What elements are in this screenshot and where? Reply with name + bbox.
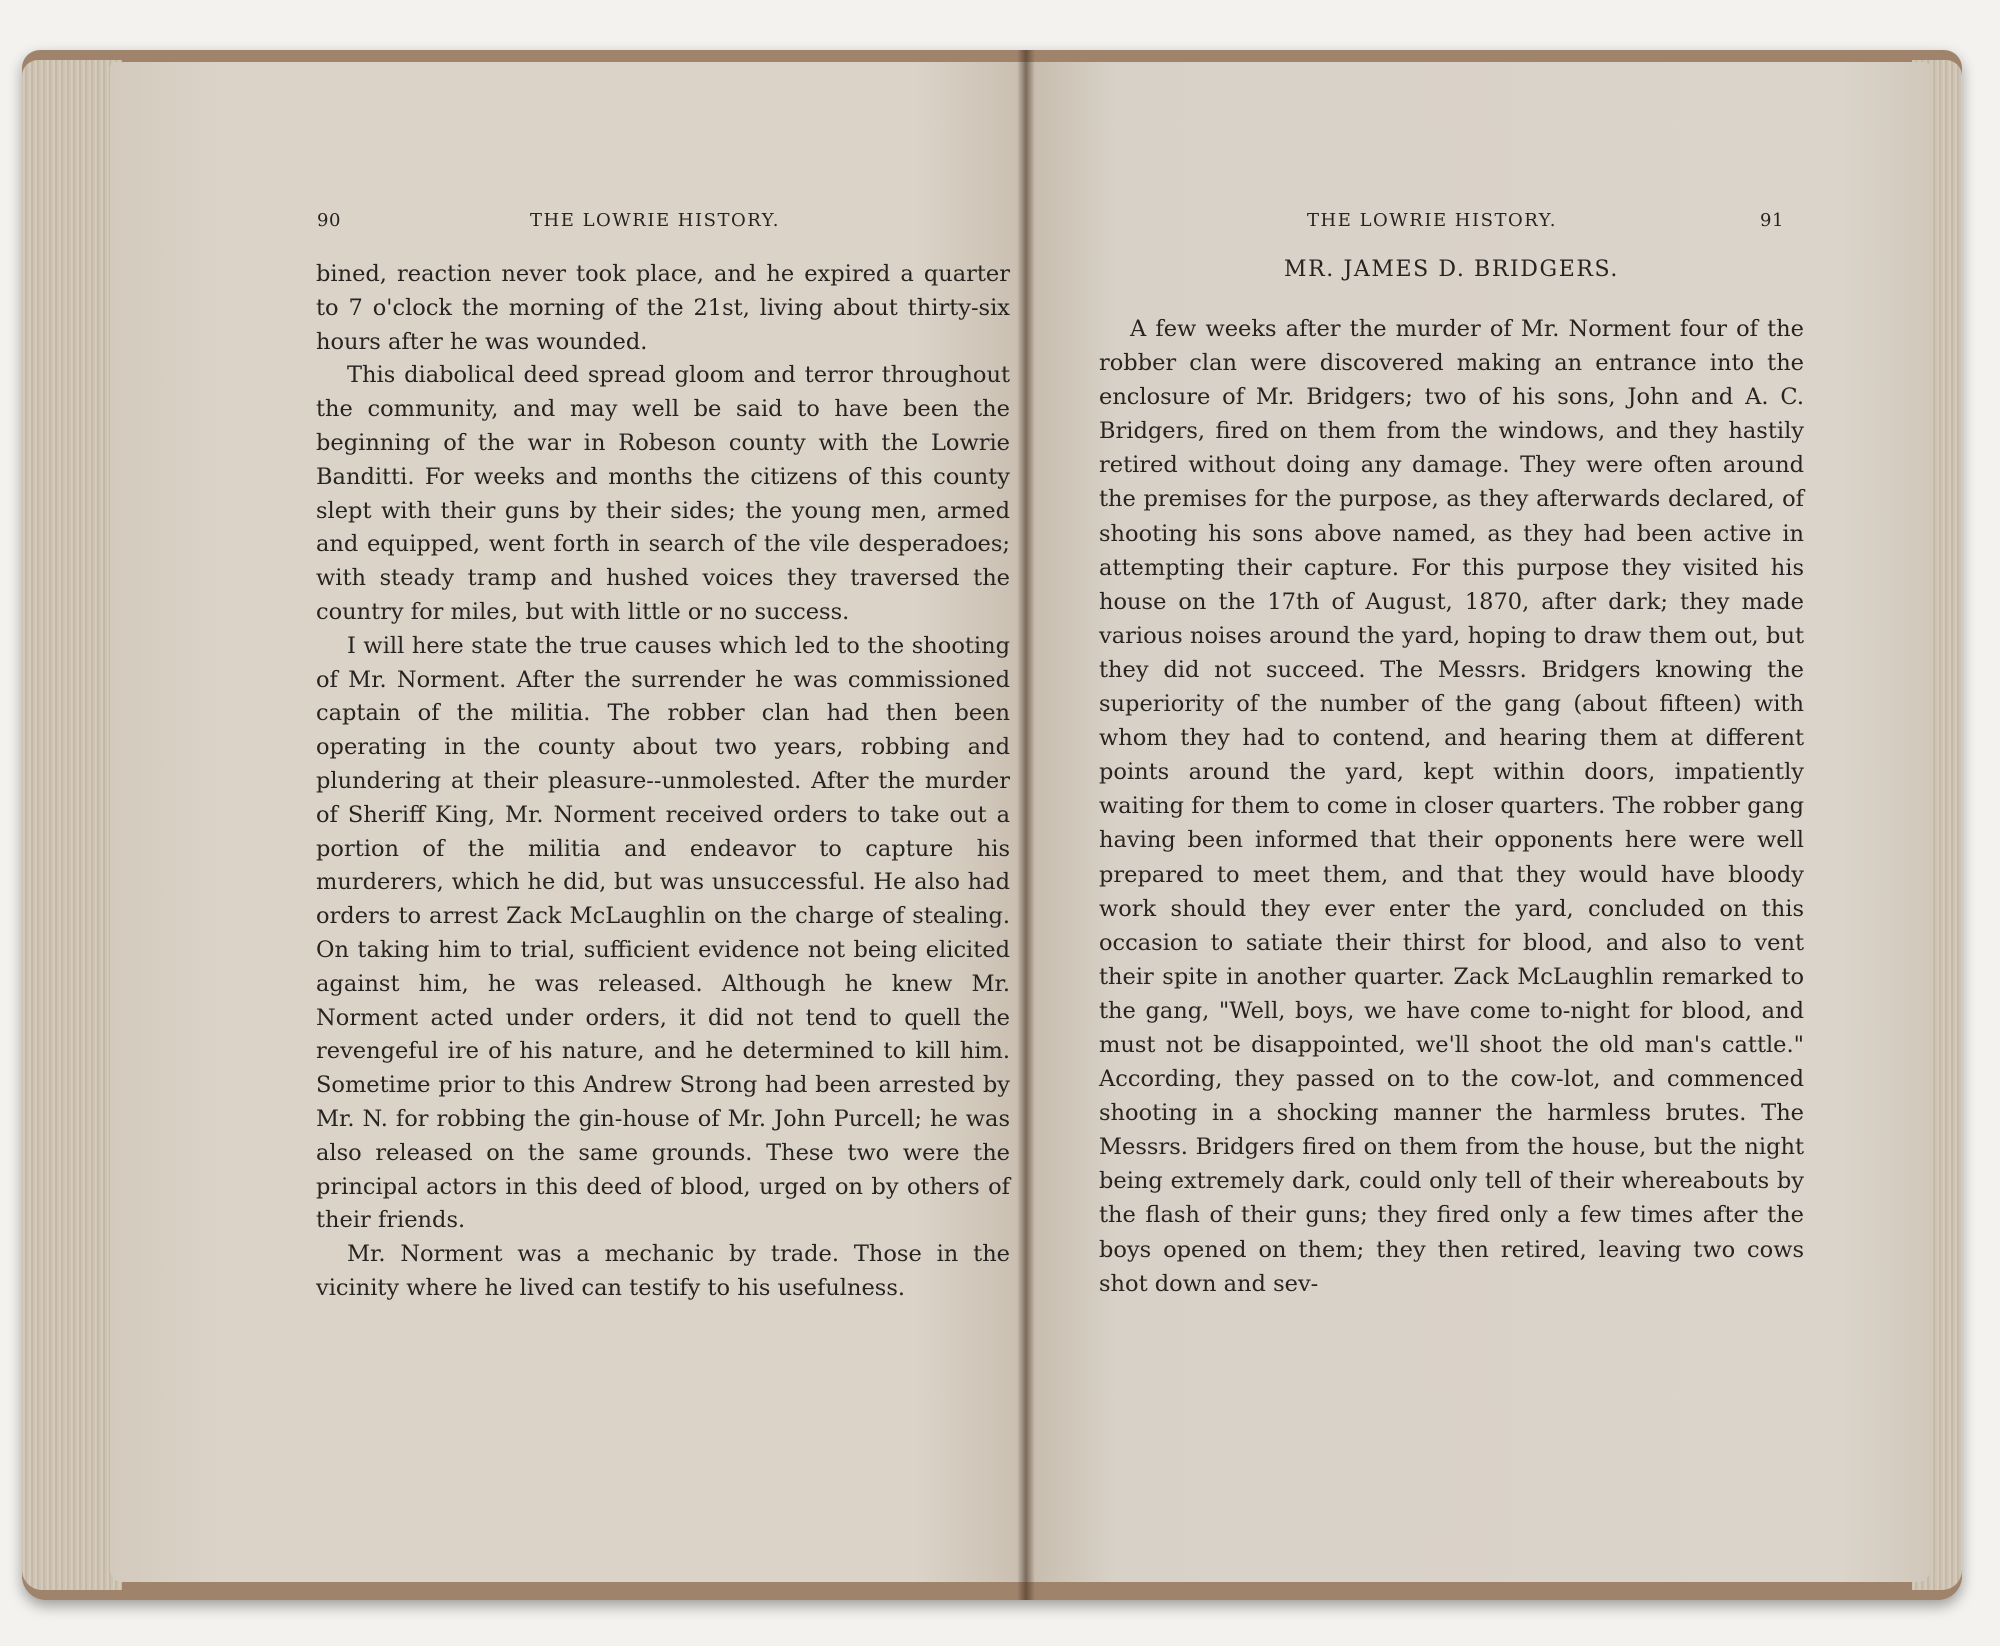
left-paragraph: I will here state the true causes which led to the shooting of Mr. Norment. After the surrender he was commissioned captain of the militia. The robber clan had then been operating in the county about two years, robbing and plundering at their pleasure--unmolested. After the murder of Sheriff King, Mr. Norment received orders to take out a portion of the militia and endeavor to capture his murderers, which he did, but was unsuccessful. He also had orders to arrest Zack McLaughlin on the charge of stealing. On taking him to trial, sufficient evidence not being elicited against him, he was released. Although he knew Mr. Norment acted under orders, it did not tend to quell the revengeful ire of his nature, and he determined to kill him. Sometime prior to this Andrew Strong had been arrested by Mr. N. for robbing the gin-house of Mr. John Purcell; he was also released on the same grounds. These two were the principal actors in this deed of blood, urged on by others of their friends. bbox=[316, 632, 1010, 1234]
right-text-block bbox=[1099, 312, 1804, 1301]
right-running-head: THE LOWRIE HISTORY. bbox=[1307, 210, 1557, 231]
left-running-head: THE LOWRIE HISTORY. bbox=[530, 210, 780, 231]
book-gutter bbox=[1017, 50, 1035, 1600]
left-paragraph: Mr. Norment was a mechanic by trade. Those in the vicinity where he lived can testify to his usefulness. bbox=[316, 1241, 1010, 1301]
right-page bbox=[1025, 62, 1930, 1582]
left-text-block bbox=[316, 258, 1010, 1306]
left-page-number: 90 bbox=[317, 210, 341, 231]
right-page-number: 91 bbox=[1760, 210, 1784, 231]
right-paragraph: A few weeks after the murder of Mr. Norment four of the robber clan were discovered making an entrance into the enclosure of Mr. Bridgers; two of his sons, John and A. C. Bridgers, fired on them from the windows, and they hastily retired without doing any damage. They were often around the premises for the purpose, as they afterwards declared, of shooting his sons above named, as they had been active in attempting their capture. For this purpose they visited his house on the 17th of August, 1870, after dark; they made various noises around the yard, hoping to draw them out, but they did not succeed. The Messrs. Bridgers knowing the superiority of the number of the gang (about fifteen) with whom they had to contend, and hearing them at different points around the yard, kept within doors, impatiently waiting for them to come in closer quarters. The robber gang having been informed that their opponents here were well prepared to meet them, and that they would have bloody work should they ever enter the yard, concluded on this occasion to satiate their thirst for blood, and also to vent their spite in another quarter. Zack McLaughlin remarked to the gang, "Well, boys, we have come to-night for blood, and must not be disappointed, we'll shoot the old man's cattle." According, they passed on to the cow-lot, and commenced shooting in a shocking manner the harmless brutes. The Messrs. Bridgers fired on them from the house, but the night being extremely dark, could only tell of their whereabouts by the flash of their guns; they fired only a few times after the boys opened on them; they then retired, leaving two cows shot down and sev- bbox=[1099, 316, 1804, 1297]
left-paragraph: This diabolical deed spread gloom and terror throughout the community, and may well be said to have been the beginning of the war in Robeson county with the Lowrie Banditti. For weeks and months the citizens of this county slept with their guns by their sides; the young men, armed and equipped, went forth in search of the vile desperadoes; with steady tramp and hushed voices they traversed the country for miles, but with little or no success. bbox=[316, 362, 1010, 625]
left-paragraph: bined, reaction never took place, and he expired a quarter to 7 o'clock the morning of the 21st, living about thirty-six hours after he was wounded. bbox=[316, 261, 1010, 355]
left-page bbox=[110, 62, 1025, 1582]
page-edges-left bbox=[22, 60, 122, 1590]
section-heading: MR. JAMES D. BRIDGERS. bbox=[1283, 257, 1619, 282]
open-book bbox=[22, 50, 1962, 1600]
